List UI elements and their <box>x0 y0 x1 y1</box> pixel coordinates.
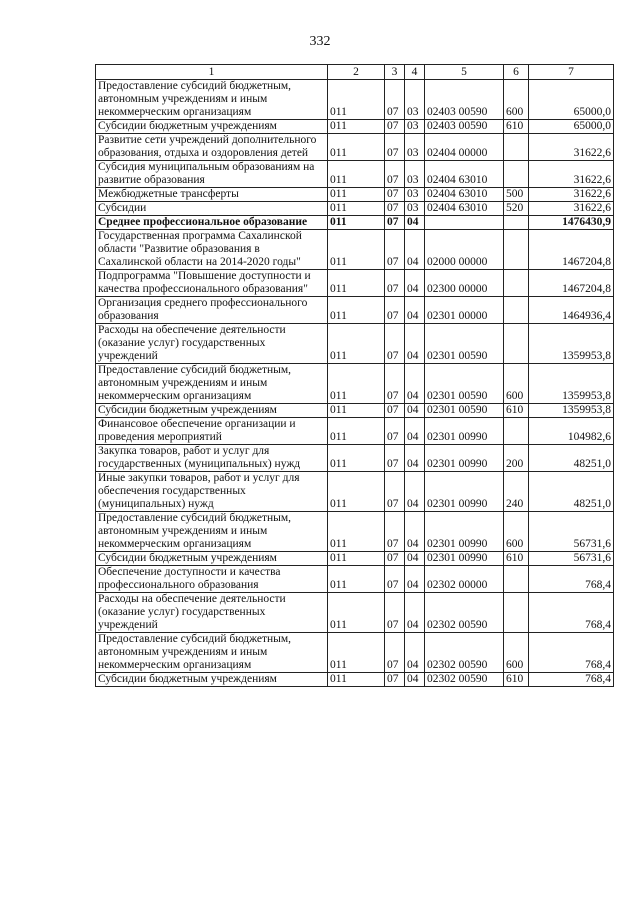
row-name-cell: Предоставление субсидий бюджетным, автономным учреждениям и иным некоммерческим организациям <box>96 633 328 673</box>
row-ministry-cell: 011 <box>328 633 385 673</box>
row-section-cell: 07 <box>385 673 405 687</box>
row-type-cell <box>504 161 529 188</box>
table-row <box>96 364 614 404</box>
row-subsection-cell: 04 <box>405 445 425 472</box>
row-subsection-cell: 03 <box>405 134 425 161</box>
row-amount-cell: 31622,6 <box>529 202 614 216</box>
row-type-cell <box>504 230 529 270</box>
row-target-cell: 02301 00590 <box>425 404 504 418</box>
row-ministry-cell: 011 <box>328 230 385 270</box>
table-row <box>96 80 614 120</box>
header-col-2: 2 <box>328 65 385 80</box>
row-amount-cell: 768,4 <box>529 673 614 687</box>
row-section-cell: 07 <box>385 188 405 202</box>
table-row <box>96 161 614 188</box>
row-type-cell: 500 <box>504 188 529 202</box>
row-target-cell: 02302 00000 <box>425 566 504 593</box>
row-target-cell: 02404 63010 <box>425 188 504 202</box>
row-amount-cell: 1359953,8 <box>529 404 614 418</box>
row-target-cell: 02301 00990 <box>425 512 504 552</box>
row-ministry-cell: 011 <box>328 188 385 202</box>
header-col-5: 5 <box>425 65 504 80</box>
row-section-cell: 07 <box>385 80 405 120</box>
row-amount-cell: 48251,0 <box>529 472 614 512</box>
header-col-4: 4 <box>405 65 425 80</box>
table-row <box>96 270 614 297</box>
row-amount-cell: 31622,6 <box>529 134 614 161</box>
row-subsection-cell: 04 <box>405 404 425 418</box>
row-target-cell: 02301 00990 <box>425 472 504 512</box>
row-ministry-cell: 011 <box>328 472 385 512</box>
table-row <box>96 216 614 230</box>
row-name-cell: Субсидия муниципальным образованиям на развитие образования <box>96 161 328 188</box>
table-row <box>96 673 614 687</box>
row-section-cell: 07 <box>385 552 405 566</box>
row-section-cell: 07 <box>385 593 405 633</box>
row-name-cell: Предоставление субсидий бюджетным, автономным учреждениям и иным некоммерческим организациям <box>96 512 328 552</box>
row-name-cell: Субсидии бюджетным учреждениям <box>96 120 328 134</box>
table-row <box>96 202 614 216</box>
row-amount-cell: 1359953,8 <box>529 364 614 404</box>
row-type-cell <box>504 216 529 230</box>
row-amount-cell: 31622,6 <box>529 161 614 188</box>
table-row <box>96 188 614 202</box>
row-section-cell: 07 <box>385 202 405 216</box>
row-target-cell: 02301 00000 <box>425 297 504 324</box>
row-type-cell <box>504 418 529 445</box>
row-type-cell: 600 <box>504 512 529 552</box>
row-target-cell: 02404 00000 <box>425 134 504 161</box>
row-type-cell <box>504 324 529 364</box>
row-amount-cell: 768,4 <box>529 633 614 673</box>
row-amount-cell: 56731,6 <box>529 512 614 552</box>
row-type-cell: 600 <box>504 80 529 120</box>
table-row <box>96 472 614 512</box>
row-section-cell: 07 <box>385 445 405 472</box>
row-amount-cell: 48251,0 <box>529 445 614 472</box>
table-row <box>96 324 614 364</box>
row-ministry-cell: 011 <box>328 324 385 364</box>
row-ministry-cell: 011 <box>328 593 385 633</box>
row-target-cell: 02404 63010 <box>425 202 504 216</box>
row-section-cell: 07 <box>385 120 405 134</box>
row-subsection-cell: 04 <box>405 472 425 512</box>
row-section-cell: 07 <box>385 566 405 593</box>
row-amount-cell: 1464936,4 <box>529 297 614 324</box>
row-name-cell: Подпрограмма "Повышение доступности и качества профессионального образования" <box>96 270 328 297</box>
table-row <box>96 297 614 324</box>
row-ministry-cell: 011 <box>328 512 385 552</box>
row-section-cell: 07 <box>385 418 405 445</box>
row-amount-cell: 56731,6 <box>529 552 614 566</box>
table-row <box>96 566 614 593</box>
row-ministry-cell: 011 <box>328 404 385 418</box>
row-type-cell <box>504 270 529 297</box>
row-name-cell: Иные закупки товаров, работ и услуг для обеспечения государственных (муниципальных) нужд <box>96 472 328 512</box>
row-subsection-cell: 04 <box>405 297 425 324</box>
row-type-cell: 610 <box>504 552 529 566</box>
row-type-cell: 520 <box>504 202 529 216</box>
row-ministry-cell: 011 <box>328 216 385 230</box>
table-row <box>96 445 614 472</box>
row-amount-cell: 65000,0 <box>529 120 614 134</box>
table-row <box>96 120 614 134</box>
row-subsection-cell: 04 <box>405 633 425 673</box>
row-subsection-cell: 04 <box>405 593 425 633</box>
row-amount-cell: 1476430,9 <box>529 216 614 230</box>
row-ministry-cell: 011 <box>328 418 385 445</box>
row-amount-cell: 1467204,8 <box>529 270 614 297</box>
row-ministry-cell: 011 <box>328 80 385 120</box>
row-subsection-cell: 04 <box>405 552 425 566</box>
row-name-cell: Субсидии <box>96 202 328 216</box>
row-section-cell: 07 <box>385 404 405 418</box>
row-target-cell: 02302 00590 <box>425 673 504 687</box>
row-subsection-cell: 04 <box>405 216 425 230</box>
row-type-cell: 610 <box>504 404 529 418</box>
page-number: 332 <box>309 34 331 49</box>
row-section-cell: 07 <box>385 216 405 230</box>
row-type-cell: 610 <box>504 120 529 134</box>
row-target-cell: 02302 00590 <box>425 593 504 633</box>
row-target-cell: 02301 00590 <box>425 324 504 364</box>
row-name-cell: Расходы на обеспечение деятельности (оказание услуг) государственных учреждений <box>96 593 328 633</box>
row-target-cell: 02301 00990 <box>425 418 504 445</box>
row-type-cell: 600 <box>504 633 529 673</box>
row-target-cell: 02300 00000 <box>425 270 504 297</box>
row-name-cell: Межбюджетные трансферты <box>96 188 328 202</box>
row-type-cell <box>504 297 529 324</box>
row-ministry-cell: 011 <box>328 161 385 188</box>
table-row <box>96 230 614 270</box>
row-ministry-cell: 011 <box>328 134 385 161</box>
row-section-cell: 07 <box>385 161 405 188</box>
row-section-cell: 07 <box>385 633 405 673</box>
row-name-cell: Организация среднего профессионального образования <box>96 297 328 324</box>
row-target-cell: 02301 00990 <box>425 552 504 566</box>
row-subsection-cell: 04 <box>405 230 425 270</box>
row-name-cell: Субсидии бюджетным учреждениям <box>96 552 328 566</box>
row-section-cell: 07 <box>385 230 405 270</box>
table-row <box>96 552 614 566</box>
row-name-cell: Государственная программа Сахалинской области "Развитие образования в Сахалинской области на 2014-2020 годы" <box>96 230 328 270</box>
row-target-cell: 02302 00590 <box>425 633 504 673</box>
row-target-cell: 02404 63010 <box>425 161 504 188</box>
row-section-cell: 07 <box>385 297 405 324</box>
table-row <box>96 512 614 552</box>
row-name-cell: Среднее профессиональное образование <box>96 216 328 230</box>
table-row <box>96 593 614 633</box>
row-section-cell: 07 <box>385 364 405 404</box>
row-ministry-cell: 011 <box>328 566 385 593</box>
row-section-cell: 07 <box>385 270 405 297</box>
row-target-cell: 02403 00590 <box>425 120 504 134</box>
row-amount-cell: 31622,6 <box>529 188 614 202</box>
row-name-cell: Финансовое обеспечение организации и проведения мероприятий <box>96 418 328 445</box>
row-subsection-cell: 04 <box>405 418 425 445</box>
row-subsection-cell: 04 <box>405 364 425 404</box>
row-name-cell: Расходы на обеспечение деятельности (оказание услуг) государственных учреждений <box>96 324 328 364</box>
table-header-row <box>96 65 614 80</box>
row-type-cell: 240 <box>504 472 529 512</box>
row-ministry-cell: 011 <box>328 270 385 297</box>
row-subsection-cell: 03 <box>405 80 425 120</box>
table-row <box>96 134 614 161</box>
row-ministry-cell: 011 <box>328 364 385 404</box>
row-subsection-cell: 04 <box>405 270 425 297</box>
row-target-cell: 02301 00990 <box>425 445 504 472</box>
row-ministry-cell: 011 <box>328 445 385 472</box>
row-subsection-cell: 04 <box>405 324 425 364</box>
row-ministry-cell: 011 <box>328 202 385 216</box>
row-section-cell: 07 <box>385 512 405 552</box>
row-type-cell <box>504 593 529 633</box>
row-subsection-cell: 03 <box>405 202 425 216</box>
row-section-cell: 07 <box>385 324 405 364</box>
row-name-cell: Развитие сети учреждений дополнительного образования, отдыха и оздоровления детей <box>96 134 328 161</box>
row-amount-cell: 1359953,8 <box>529 324 614 364</box>
row-type-cell: 610 <box>504 673 529 687</box>
row-type-cell: 200 <box>504 445 529 472</box>
row-target-cell: 02403 00590 <box>425 80 504 120</box>
header-col-7: 7 <box>529 65 614 80</box>
table-body <box>96 80 614 687</box>
header-col-3: 3 <box>385 65 405 80</box>
row-target-cell: 02301 00590 <box>425 364 504 404</box>
row-name-cell: Предоставление субсидий бюджетным, автономным учреждениям и иным некоммерческим организациям <box>96 80 328 120</box>
budget-table <box>95 64 614 687</box>
row-amount-cell: 104982,6 <box>529 418 614 445</box>
row-subsection-cell: 04 <box>405 512 425 552</box>
header-col-6: 6 <box>504 65 529 80</box>
row-section-cell: 07 <box>385 472 405 512</box>
row-amount-cell: 768,4 <box>529 566 614 593</box>
row-target-cell <box>425 216 504 230</box>
row-type-cell <box>504 566 529 593</box>
row-subsection-cell: 03 <box>405 120 425 134</box>
row-ministry-cell: 011 <box>328 673 385 687</box>
table-row <box>96 418 614 445</box>
row-type-cell <box>504 134 529 161</box>
row-ministry-cell: 011 <box>328 120 385 134</box>
row-amount-cell: 768,4 <box>529 593 614 633</box>
row-section-cell: 07 <box>385 134 405 161</box>
row-ministry-cell: 011 <box>328 552 385 566</box>
row-amount-cell: 1467204,8 <box>529 230 614 270</box>
row-name-cell: Закупка товаров, работ и услуг для государственных (муниципальных) нужд <box>96 445 328 472</box>
row-name-cell: Обеспечение доступности и качества профессионального образования <box>96 566 328 593</box>
row-name-cell: Предоставление субсидий бюджетным, автономным учреждениям и иным некоммерческим организациям <box>96 364 328 404</box>
row-amount-cell: 65000,0 <box>529 80 614 120</box>
table-row <box>96 404 614 418</box>
row-subsection-cell: 04 <box>405 566 425 593</box>
row-name-cell: Субсидии бюджетным учреждениям <box>96 673 328 687</box>
table-row <box>96 633 614 673</box>
row-subsection-cell: 04 <box>405 673 425 687</box>
row-target-cell: 02000 00000 <box>425 230 504 270</box>
row-type-cell: 600 <box>504 364 529 404</box>
header-col-1: 1 <box>96 65 328 80</box>
row-subsection-cell: 03 <box>405 161 425 188</box>
row-name-cell: Субсидии бюджетным учреждениям <box>96 404 328 418</box>
row-subsection-cell: 03 <box>405 188 425 202</box>
row-ministry-cell: 011 <box>328 297 385 324</box>
